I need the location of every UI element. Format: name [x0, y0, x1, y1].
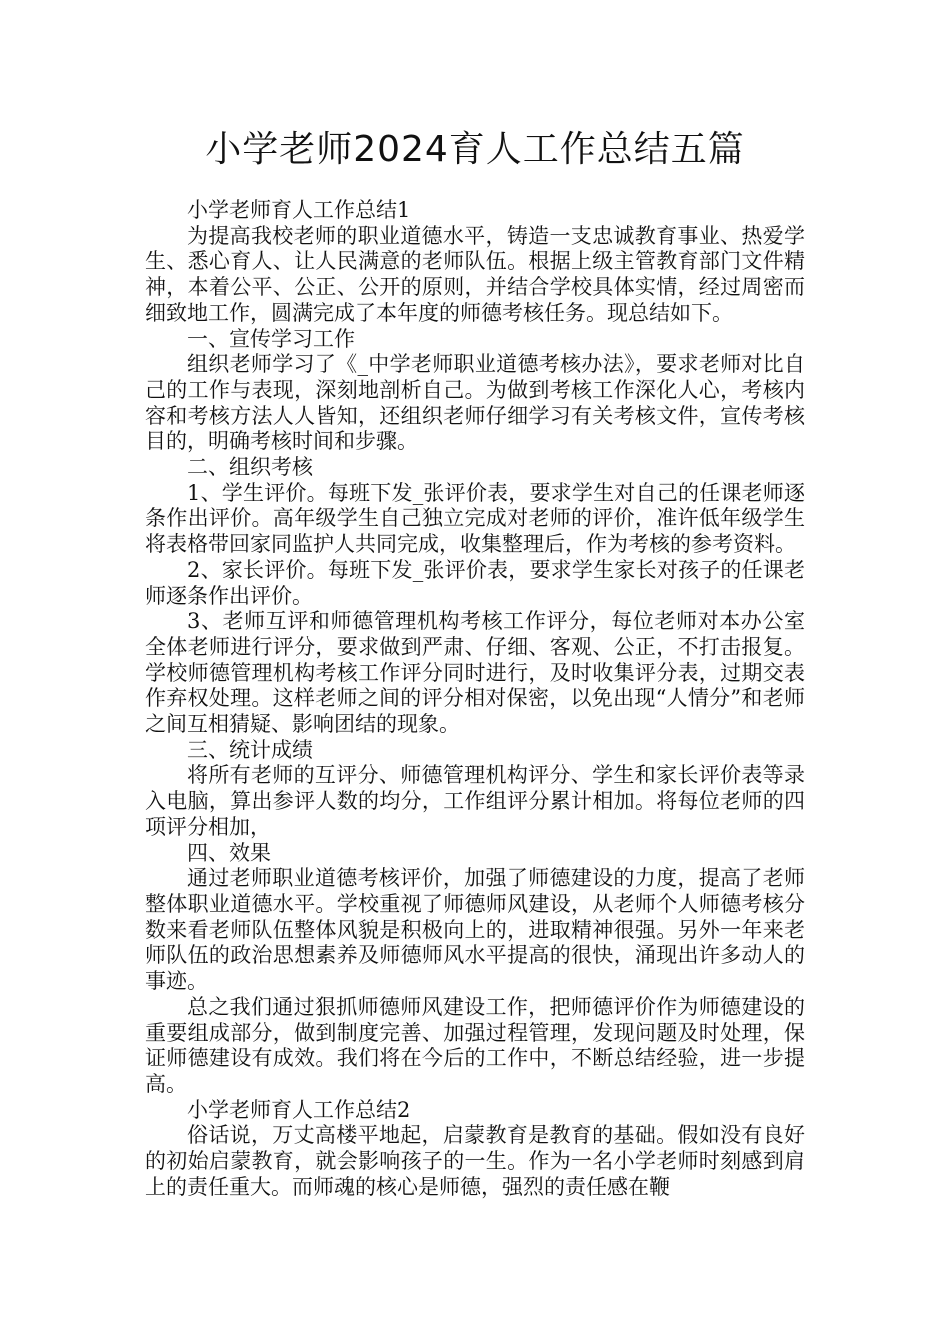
section-heading: 四、效果 [187, 840, 271, 865]
body-paragraph: 2、家长评价。每班下发_张评价表，要求学生家长对孩子的任课老师逐条作出评价。 [145, 557, 805, 608]
section-heading: 一、宣传学习工作 [187, 326, 355, 351]
section-heading: 二、组织考核 [187, 455, 313, 480]
body-paragraph: 组织老师学习了《_中学老师职业道德考核办法》，要求老师对比自己的工作与表现，深刻地剖析自己。为做到考核工作深化人心，考核内容和考核方法人人皆知，还组织老师仔细学习有关考核文件，宣传考核目的，明确考核时间和步骤。 [145, 352, 805, 454]
document-body [145, 198, 805, 1200]
section-heading: 三、统计成绩 [187, 737, 313, 762]
body-paragraph: 通过老师职业道德考核评价，加强了师德建设的力度，提高了老师整体职业道德水平。学校重视了师德师风建设，从老师个人师德考核分数来看老师队伍整体风貌是积极向上的，进取精神很强。另外一年来老师队伍的政治思想素养及师德师风水平提高的很快，涌现出许多动人的事迹。 [145, 866, 805, 994]
body-paragraph: 总之我们通过狠抓师德师风建设工作，把师德评价作为师德建设的重要组成部分，做到制度完善、加强过程管理，发现问题及时处理，保证师德建设有成效。我们将在今后的工作中，不断总结经验，进一步提高。 [145, 994, 805, 1096]
body-paragraph: 1、学生评价。每班下发_张评价表，要求学生对自己的任课老师逐条作出评价。高年级学生自己独立完成对老师的评价，准许低年级学生将表格带回家同监护人共同完成，收集整理后，作为考核的参考资料。 [145, 480, 805, 557]
section-heading: 小学老师育人工作总结2 [187, 1097, 411, 1122]
body-paragraph: 3、老师互评和师德管理机构考核工作评分，每位老师对本办公室全体老师进行评分，要求做到严肃、仔细、客观、公正，不打击报复。学校师德管理机构考核工作评分同时进行，及时收集评分表，过期交表作弃权处理。这样老师之间的评分相对保密，以免出现“人情分”和老师之间互相猜疑、影响团结的现象。 [145, 609, 805, 737]
body-paragraph: 为提高我校老师的职业道德水平，铸造一支忠诚教育事业、热爱学生、悉心育人、让人民满意的老师队伍。根据上级主管教育部门文件精神，本着公平、公正、公开的原则，并结合学校具体实情，经过周密而细致地工作，圆满完成了本年度的师德考核任务。现总结如下。 [145, 223, 805, 325]
section-heading: 小学老师育人工作总结1 [187, 198, 411, 222]
body-paragraph: 俗话说，万丈高楼平地起，启蒙教育是教育的基础。假如没有良好的初始启蒙教育，就会影响孩子的一生。作为一名小学老师时刻感到肩上的责任重大。而师魂的核心是师德，强烈的责任感在鞭 [145, 1123, 805, 1199]
document-title: 小学老师2024育人工作总结五篇 [205, 129, 745, 170]
body-paragraph: 将所有老师的互评分、师德管理机构评分、学生和家长评价表等录入电脑，算出参评人数的均分，工作组评分累计相加。将每位老师的四项评分相加， [145, 763, 805, 839]
